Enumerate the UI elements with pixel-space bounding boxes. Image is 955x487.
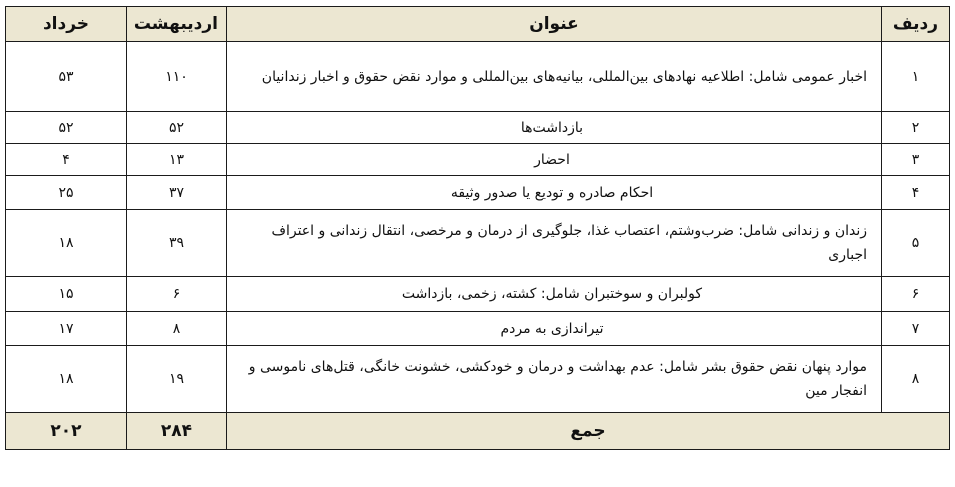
report-table-container [5,6,949,450]
table-row [6,112,950,144]
row-title: اخبار عمومی شامل: اطلاعیه نهادهای بین‌المللی، بیانیه‌های بین‌المللی و موارد نقض حقوق و اخبار زندانیان [227,42,882,112]
row-ordibehesht-count: ۱۱۰ [127,42,227,112]
row-title: احکام صادره و تودیع یا صدور وثیقه [227,176,882,210]
total-khordad: ۲۰۲ [6,413,127,450]
row-title: تیراندازی به مردم [227,312,882,346]
row-ordibehesht-count: ۱۳ [127,144,227,176]
row-number: ۸ [882,346,950,413]
row-ordibehesht-count: ۵۲ [127,112,227,144]
header-title: عنوان [227,7,882,42]
row-ordibehesht-count: ۳۷ [127,176,227,210]
row-title: احضار [227,144,882,176]
row-khordad-count: ۱۵ [6,277,127,312]
row-title: کولبران و سوختبران شامل: کشته، زخمی، بازداشت [227,277,882,312]
table-row [6,312,950,346]
violations-table [5,6,950,450]
total-row [6,413,950,450]
row-ordibehesht-count: ۸ [127,312,227,346]
table-row [6,346,950,413]
row-khordad-count: ۵۳ [6,42,127,112]
table-row [6,176,950,210]
row-ordibehesht-count: ۳۹ [127,210,227,277]
table-row [6,144,950,176]
total-ordibehesht: ۲۸۴ [127,413,227,450]
row-khordad-count: ۲۵ [6,176,127,210]
table-header-row [6,7,950,42]
row-khordad-count: ۱۷ [6,312,127,346]
row-title: زندان و زندانی شامل: ضرب‌وشتم، اعتصاب غذا، جلوگیری از درمان و مرخصی، انتقال زندانی و اعتراف اجباری [227,210,882,277]
table-row [6,42,950,112]
row-khordad-count: ۵۲ [6,112,127,144]
row-number: ۷ [882,312,950,346]
row-number: ۲ [882,112,950,144]
row-number: ۴ [882,176,950,210]
row-ordibehesht-count: ۱۹ [127,346,227,413]
row-ordibehesht-count: ۶ [127,277,227,312]
row-number: ۵ [882,210,950,277]
header-khordad: خرداد [6,7,127,42]
row-number: ۱ [882,42,950,112]
row-khordad-count: ۱۸ [6,210,127,277]
header-ordibehesht: اردیبهشت [127,7,227,42]
row-title: موارد پنهان نقض حقوق بشر شامل: عدم بهداشت و درمان و خودکشی، خشونت خانگی، قتل‌های ناموسی و انفجار مین [227,346,882,413]
total-label: جمع [227,413,950,450]
table-row [6,277,950,312]
row-number: ۶ [882,277,950,312]
table-row [6,210,950,277]
header-row-number: ردیف [882,7,950,42]
row-title: بازداشت‌ها [227,112,882,144]
row-khordad-count: ۴ [6,144,127,176]
row-khordad-count: ۱۸ [6,346,127,413]
row-number: ۳ [882,144,950,176]
